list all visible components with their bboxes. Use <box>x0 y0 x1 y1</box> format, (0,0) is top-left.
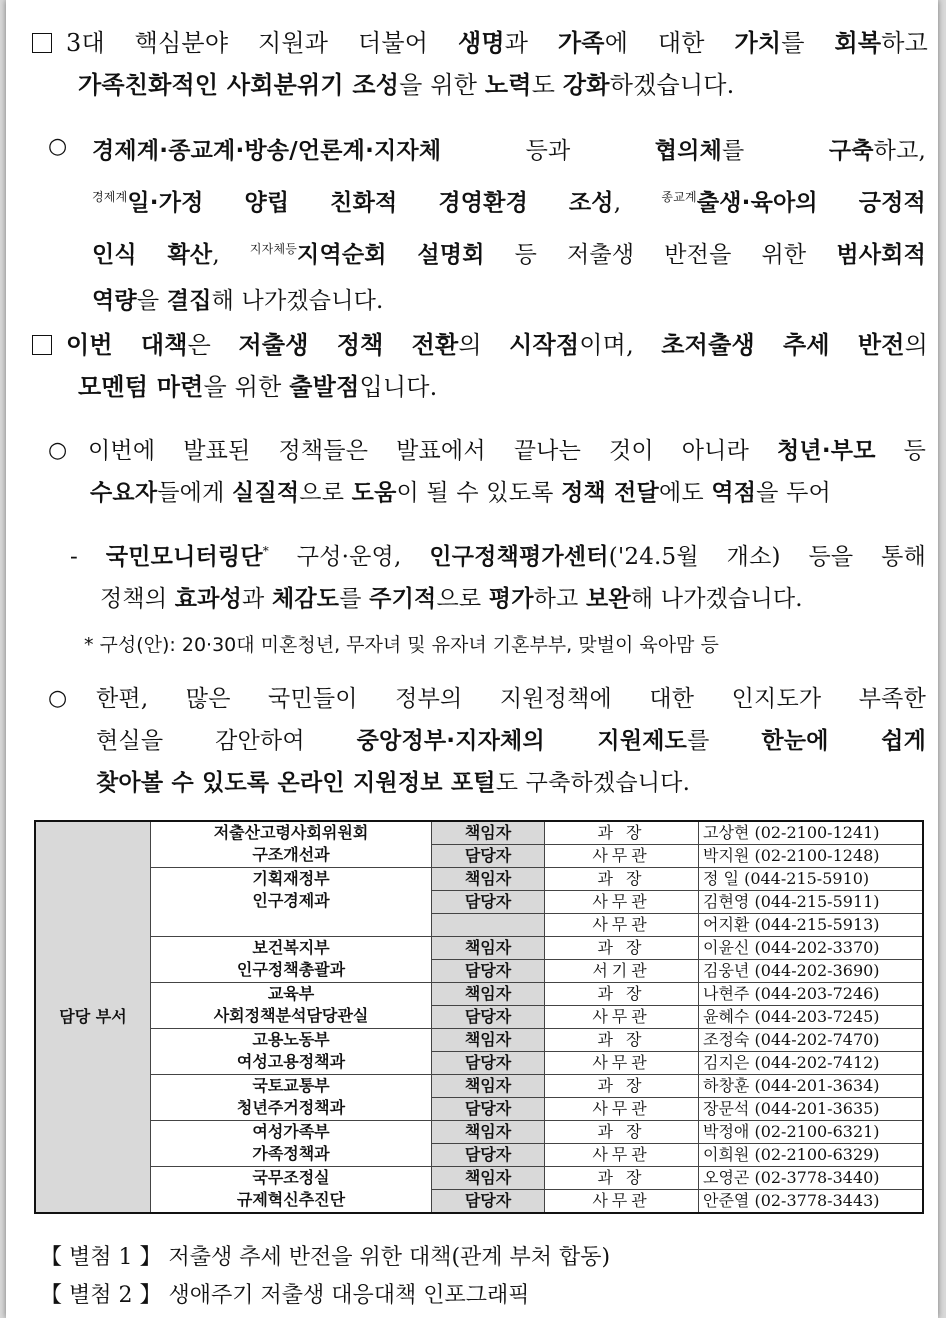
attachment-2: 【 별첨 2 】 생애주기 저출생 대응대책 인포그래픽 <box>40 1283 530 1308</box>
bullet-circle-icon: ○ <box>48 438 68 463</box>
role-cell: 책임자 <box>432 821 545 845</box>
position-cell: 과 장 <box>545 868 699 891</box>
dash-item: - 국민모니터링단* 구성·운영, 인구정책평가센터('24.5월 개소) 등을 통해 정책의 효과성과 체감도를 주기적으로 평가하고 보완해 나가겠습니다. <box>70 544 927 612</box>
department-name-line: 여성고용정책과 <box>236 1052 346 1071</box>
department-name-line: 고용노동부 <box>252 1030 330 1049</box>
contact-cell: 나현주 (044-203-7246) <box>699 983 924 1006</box>
role-cell: 담당자 <box>432 1052 545 1075</box>
department-name-line: 규제혁신추진단 <box>236 1190 346 1209</box>
department-name-line: 국토교통부 <box>252 1076 330 1095</box>
position-cell: 과 장 <box>545 821 699 845</box>
department-name-line: 여성가족부 <box>252 1122 330 1141</box>
department-name-line: 사회정책분석담당관실 <box>213 1006 369 1025</box>
department-name-cell <box>151 821 432 868</box>
table-row <box>35 1121 923 1144</box>
table-row <box>35 868 923 891</box>
contact-cell: 정 일 (044-215-5910) <box>699 868 924 891</box>
position-cell: 서기관 <box>545 960 699 983</box>
department-name-cell <box>151 937 432 983</box>
role-cell: 담당자 <box>432 891 545 914</box>
contact-cell: 이윤신 (044-202-3370) <box>699 937 924 960</box>
position-cell: 사무관 <box>545 1052 699 1075</box>
position-cell: 과 장 <box>545 1167 699 1190</box>
role-cell: 담당자 <box>432 845 545 868</box>
position-cell: 사무관 <box>545 1190 699 1214</box>
bullet-3: 한편, 많은 국민들이 정부의 지원정책에 대한 인지도가 부족한 현실을 감안하여 중앙정부·지자체의 지원제도를 한눈에 쉽게 찾아볼 수 있도록 온라인 지원정보 포털도 구축하겠습니다. <box>96 686 926 796</box>
role-cell: 책임자 <box>432 1029 545 1052</box>
role-cell: 책임자 <box>432 1121 545 1144</box>
department-contact-table <box>34 820 924 1214</box>
role-cell: 책임자 <box>432 1167 545 1190</box>
bullet-2: 이번에 발표된 정책들은 발표에서 끝나는 것이 아니라 청년·부모 등 수요자들에게 실질적으로 도움이 될 수 있도록 정책 전달에도 역점을 두어 <box>88 438 926 506</box>
department-name-line: 국무조정실 <box>252 1168 330 1187</box>
position-cell: 과 장 <box>545 1075 699 1098</box>
table-row <box>35 1029 923 1052</box>
bullet-circle-icon: ○ <box>48 134 68 159</box>
position-cell: 사무관 <box>545 1144 699 1167</box>
table-row <box>35 821 923 845</box>
contact-cell: 김지은 (044-202-7412) <box>699 1052 924 1075</box>
section-2: 이번 대책은 저출생 정책 전환의 시작점이며, 초저출생 추세 반전의 모멘텀 마련을 위한 출발점입니다. <box>32 324 928 408</box>
position-cell: 사무관 <box>545 1006 699 1029</box>
table-row <box>35 937 923 960</box>
document-page <box>6 0 938 1318</box>
department-name-line: 구조개선과 <box>252 845 330 864</box>
position-cell: 과 장 <box>545 937 699 960</box>
role-cell <box>432 914 545 937</box>
role-cell: 담당자 <box>432 1006 545 1029</box>
contact-cell: 박지원 (02-2100-1248) <box>699 845 924 868</box>
department-label-cell: 담당 부서 <box>35 821 151 1213</box>
department-name-line: 교육부 <box>267 984 315 1003</box>
department-name-line: 보건복지부 <box>252 938 330 957</box>
department-name-line: 인구경제과 <box>252 891 330 910</box>
contact-cell: 안준열 (02-3778-3443) <box>699 1190 924 1214</box>
department-name-cell <box>151 1075 432 1121</box>
position-cell: 사무관 <box>545 845 699 868</box>
contact-cell: 김웅년 (044-202-3690) <box>699 960 924 983</box>
department-name-line: 인구정책총괄과 <box>236 960 346 979</box>
position-cell: 과 장 <box>545 1121 699 1144</box>
role-cell: 담당자 <box>432 1190 545 1214</box>
contact-cell: 장문석 (044-201-3635) <box>699 1098 924 1121</box>
checkbox-square-icon <box>32 335 52 355</box>
department-name-line: 청년주거정책과 <box>236 1098 346 1117</box>
contact-cell: 윤혜수 (044-203-7245) <box>699 1006 924 1029</box>
contact-cell: 하창훈 (044-201-3634) <box>699 1075 924 1098</box>
contact-cell: 고상현 (02-2100-1241) <box>699 821 924 845</box>
role-cell: 담당자 <box>432 1098 545 1121</box>
department-name-cell <box>151 1121 432 1167</box>
table-row <box>35 1075 923 1098</box>
table-row <box>35 983 923 1006</box>
department-name-cell <box>151 1167 432 1214</box>
checkbox-square-icon <box>32 33 52 53</box>
department-name-cell <box>151 983 432 1029</box>
table-row <box>35 1167 923 1190</box>
department-name-cell <box>151 868 432 937</box>
contact-cell: 김현영 (044-215-5911) <box>699 891 924 914</box>
contact-cell: 박정애 (02-2100-6321) <box>699 1121 924 1144</box>
department-name-line: 가족정책과 <box>252 1144 330 1163</box>
bullet-circle-icon: ○ <box>48 686 68 711</box>
department-name-cell <box>151 1029 432 1075</box>
role-cell: 책임자 <box>432 983 545 1006</box>
contact-cell: 조정숙 (044-202-7470) <box>699 1029 924 1052</box>
section-1: 3대 핵심분야 지원과 더불어 생명과 가족에 대한 가치를 회복하고 가족친화적인 사회분위기 조성을 위한 노력도 강화하겠습니다. <box>32 22 928 106</box>
attachment-1: 【 별첨 1 】 저출생 추세 반전을 위한 대책(관계 부처 합동) <box>40 1245 611 1270</box>
footnote: * 구성(안): 20·30대 미혼청년, 무자녀 및 유자녀 기혼부부, 맞벌이 육아맘 등 <box>84 634 719 656</box>
role-cell: 책임자 <box>432 937 545 960</box>
department-name-line: 기획재정부 <box>252 869 330 888</box>
role-cell: 담당자 <box>432 1144 545 1167</box>
bullet-1: 경제계·종교계·방송/언론계·지자체 등과 협의체를 구축하고, $^{경제계}$일·가정 양립 친화적 경영환경 조성, $^{종교계}$출생·육아의 긍정적 인식 확산, $^{지자체등}$지역순회 설명회 등 저출생 반전을 위한 범사회적 역량을 결집해 나가겠습니다. <box>92 138 927 314</box>
role-cell: 책임자 <box>432 868 545 891</box>
role-cell: 담당자 <box>432 960 545 983</box>
role-cell: 책임자 <box>432 1075 545 1098</box>
position-cell: 사무관 <box>545 914 699 937</box>
position-cell: 사무관 <box>545 891 699 914</box>
position-cell: 과 장 <box>545 1029 699 1052</box>
contact-cell: 어지환 (044-215-5913) <box>699 914 924 937</box>
contact-cell: 오영곤 (02-3778-3440) <box>699 1167 924 1190</box>
position-cell: 사무관 <box>545 1098 699 1121</box>
position-cell: 과 장 <box>545 983 699 1006</box>
department-name-line: 저출산고령사회위원회 <box>213 823 369 842</box>
contact-cell: 이희원 (02-2100-6329) <box>699 1144 924 1167</box>
